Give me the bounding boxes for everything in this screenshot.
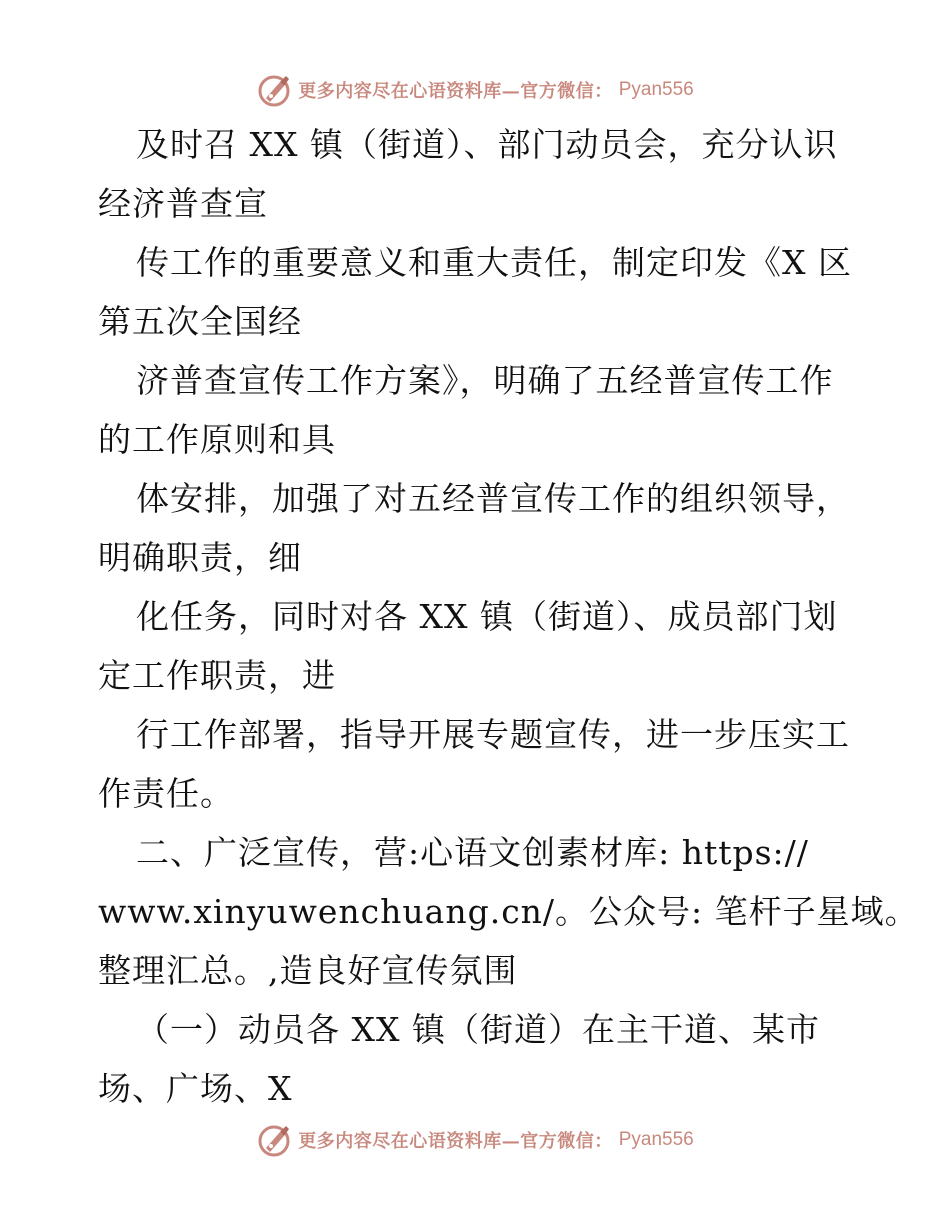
text-line: 传工作的重要意义和重大责任，制定印发《X 区	[136, 243, 852, 282]
pen-logo-icon	[256, 1122, 292, 1158]
banner-handle: Pyan556	[618, 79, 694, 100]
text-line: 体安排，加强了对五经普宣传工作的组织领导，	[136, 479, 850, 518]
text-line: 第五次全国经	[98, 302, 302, 341]
text-line: （一）动员各 XX 镇（街道）在主干道、某市	[136, 1010, 820, 1049]
text-line: www.xinyuwenchuang.cn/。公众号: 笔杆子星域。	[98, 892, 919, 931]
text-line: 二、广泛宣传，营:心语文创素材库: https://	[136, 833, 809, 872]
footer-watermark-banner	[0, 1120, 950, 1160]
text-line: 及时召 XX 镇（街道）、部门动员会，充分认识	[136, 125, 838, 164]
pen-logo-icon	[256, 72, 292, 108]
text-line: 的工作原则和具	[98, 420, 336, 459]
text-line: 化任务，同时对各 XX 镇（街道）、成员部门划	[136, 597, 838, 636]
text-line: 定工作职责，进	[98, 656, 336, 695]
text-line: 行工作部署，指导开展专题宣传，进一步压实工	[136, 715, 850, 754]
text-line: 作责任。	[98, 774, 234, 813]
header-watermark-banner	[0, 70, 950, 110]
banner-handle: Pyan556	[618, 1129, 694, 1150]
text-line: 场、广场、X	[98, 1069, 293, 1108]
banner-text: 更多内容尽在心语资料库—官方微信：	[298, 1131, 613, 1152]
text-line: 明确职责，细	[98, 538, 302, 577]
text-line: 经济普查宣	[98, 184, 268, 223]
text-line: 整理汇总。,造良好宣传氛围	[98, 951, 518, 990]
banner-text: 更多内容尽在心语资料库—官方微信：	[298, 81, 613, 102]
text-line: 济普查宣传工作方案》，明确了五经普宣传工作	[136, 361, 834, 400]
